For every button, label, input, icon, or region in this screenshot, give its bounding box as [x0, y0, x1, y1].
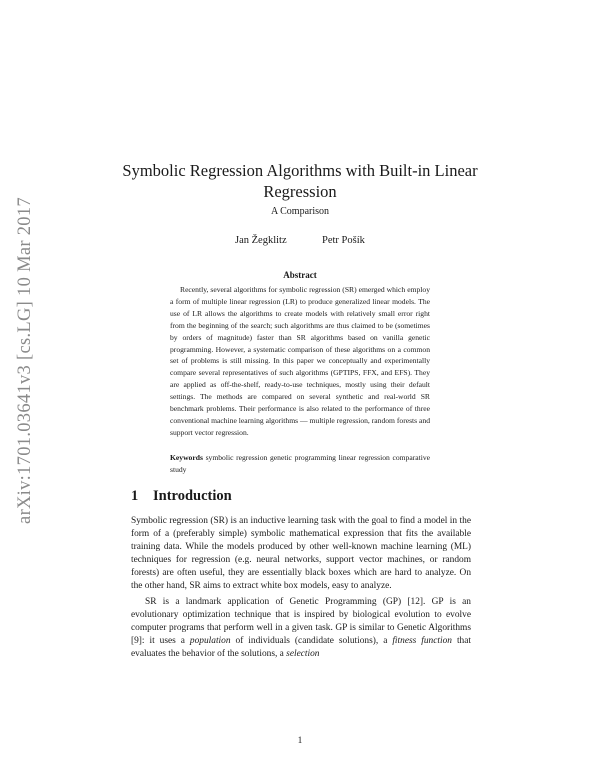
author-name: Petr Pošík: [322, 235, 365, 246]
emphasis-term: selection: [286, 649, 320, 660]
author-name: Jan Žegklitz: [235, 235, 287, 246]
arxiv-stamp-text: arXiv:1701.03641v3 [cs.LG] 10 Mar 2017: [14, 196, 35, 524]
keywords: [170, 452, 430, 476]
paper-subtitle: A Comparison: [270, 206, 330, 217]
body-paragraph: SR is a landmark application of Genetic Programming (GP) [12]. GP is an evolutionary optimization technique that is inspired by biological evolution to evolve computer programs that perform well in a given task. GP is similar to Genetic Algorithms [9]: it uses a population of individuals (candidate solutions), a fitness function that evaluates the behavior of the solutions, a selection: [131, 597, 472, 660]
section-title: Introduction: [153, 488, 232, 504]
abstract-text: Recently, several algorithms for symbolic regression (SR) emerged which employ a form of multiple linear regression (LR) to produce generalized linear models. The use of LR allows the algorithms to create models with relatively small error right from the beginning of the search; such algorithms are thus claimed to be (sometimes by orders of magnitude) faster than SR algorithms based on vanilla genetic programming. However, a systematic comparison of these algorithms on a common set of problems is still missing. In this paper we conceptually and experimentally compare several representatives of such algorithms (GPTIPS, FFX, and EFS). They are applied as off-the-shelf, ready-to-use techniques, mostly using their default settings. The methods are compared on several synthetic and real-world SR benchmark problems. Their performance is also related to the performance of three conventional machine learning algorithms — multiple regression, random forests and support vector regression.: [170, 285, 430, 437]
section-number: 1: [131, 488, 139, 504]
keywords-text: symbolic regression genetic programming linear regression comparative study: [170, 453, 430, 474]
page-number: 1: [297, 736, 303, 746]
keywords-label: Keywords: [170, 453, 203, 462]
paper-title: Symbolic Regression Algorithms with Built-in Linear Regression: [122, 161, 478, 201]
body-paragraph: Symbolic regression (SR) is an inductive learning task with the goal to find a model in the form of a (preferably simple) symbolic mathematical expression that fits the available training data. While the models produced by other well-known machine learning (ML) techniques for regression (e.g. neural networks, support vector machines, or random forests) are often useful, they are essentially black boxes which are hard to analyze. On the other hand, SR aims to extract white box models, easy to analyze.: [131, 516, 471, 592]
arxiv-identifier-stamp: [10, 185, 40, 535]
emphasis-term: fitness function: [392, 636, 452, 647]
abstract-heading: Abstract: [283, 270, 317, 280]
section-heading: [131, 488, 232, 505]
emphasis-term: population: [189, 636, 231, 647]
